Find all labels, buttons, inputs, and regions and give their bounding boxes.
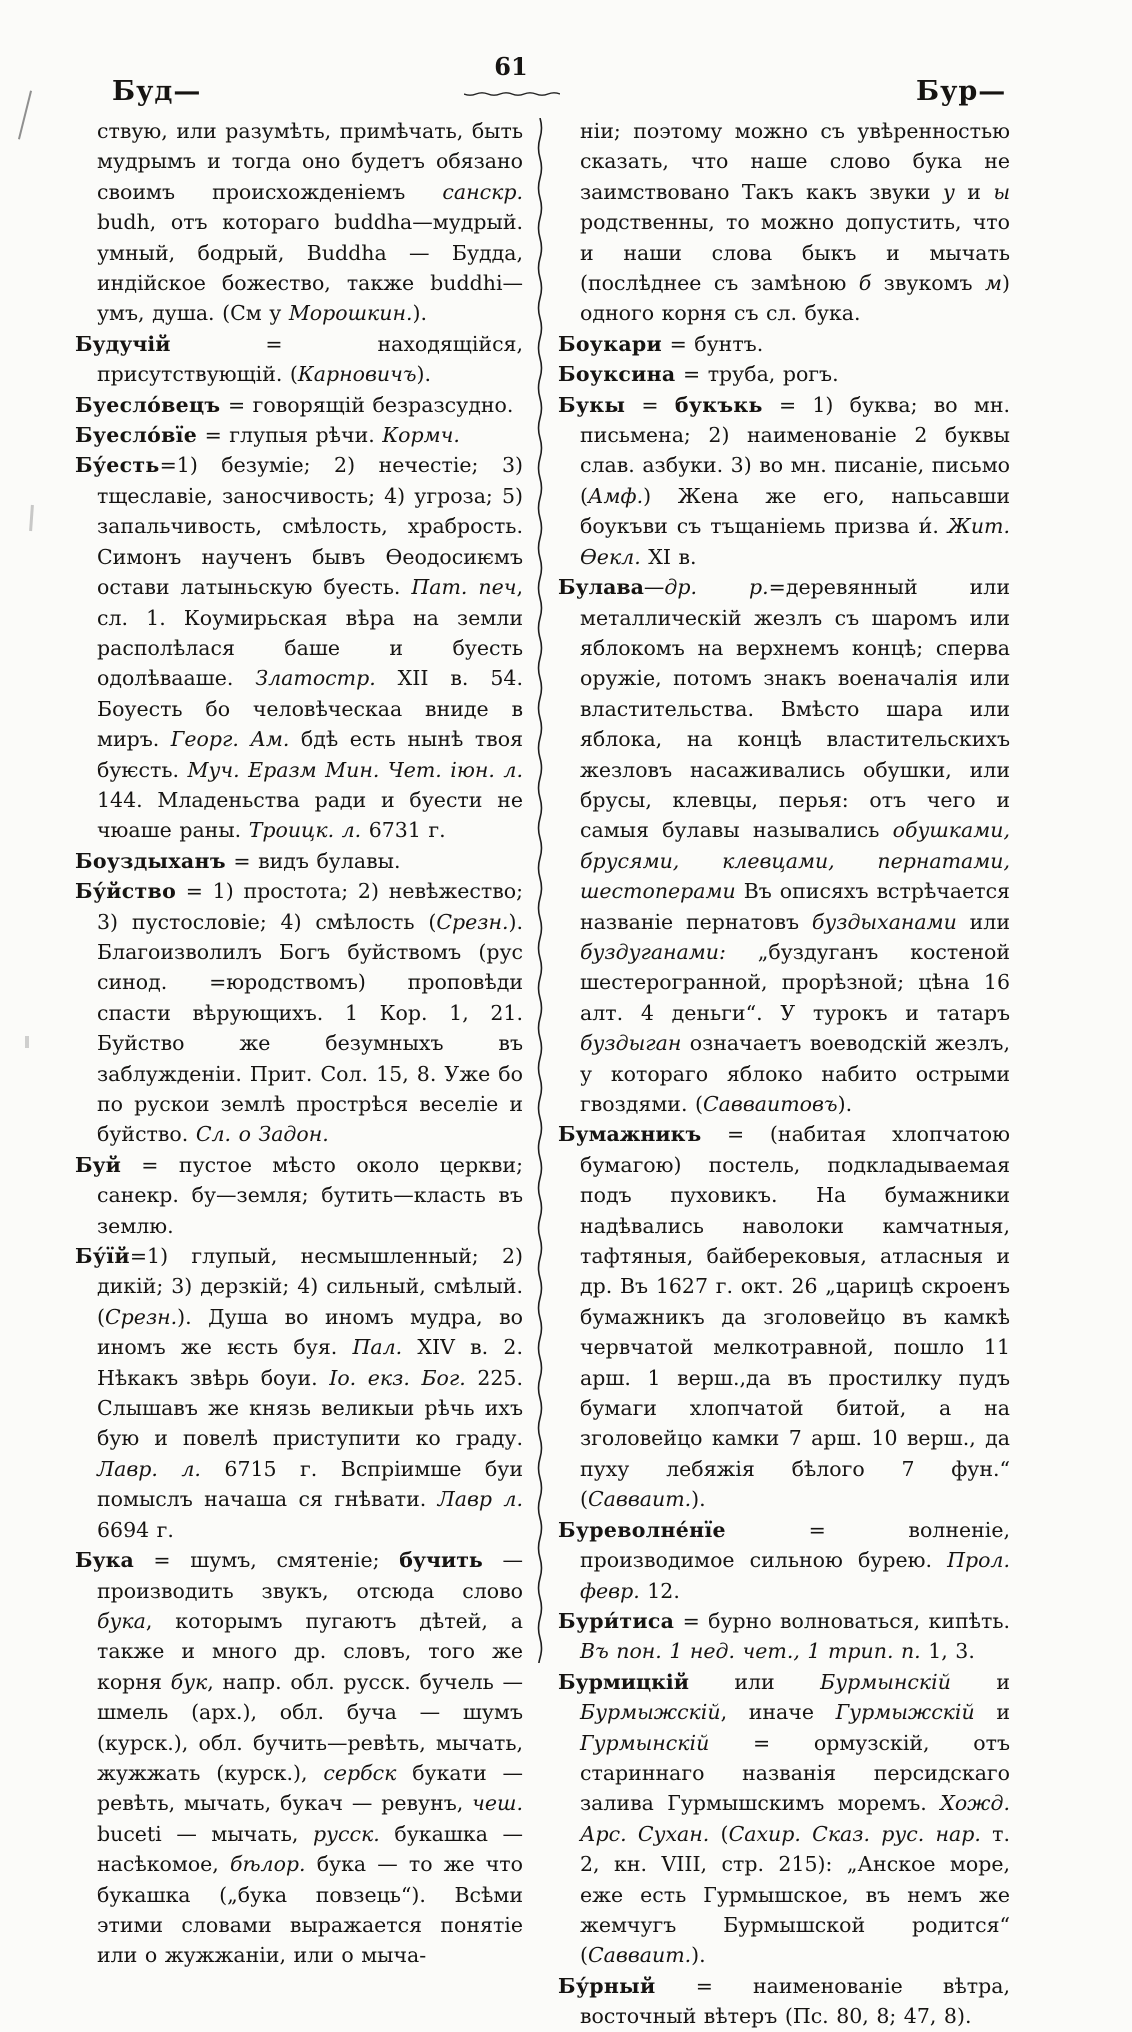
entry-headword: Бука <box>75 1548 134 1573</box>
dictionary-entry <box>558 1667 1010 1971</box>
entry-text: бдѣ есть нынѣ твоя буѥсть. <box>97 727 523 782</box>
entry-text: Лавр л. <box>437 1487 523 1512</box>
entry-headword: Бу́йство <box>75 879 177 904</box>
entry-text: т. 2, кн. VIII, стр. 215): „Анское море, еже есть Гурмышское, въ немъ же жемчугъ Бурмышской родится“ ( <box>580 1821 1011 1968</box>
entry-text: буздуганами: <box>580 939 726 964</box>
entry-text: Бурмыжскій <box>580 1700 721 1725</box>
entry-text: ( <box>709 1821 729 1846</box>
entry-text: , иначе <box>720 1700 836 1725</box>
entry-text: и <box>954 179 994 204</box>
entry-text: Амф. <box>588 483 644 508</box>
scan-artifact <box>18 91 32 140</box>
entry-text: , сл. 1. Коумирьская вѣра на земли располѣлася баше и буесть одолѣвааше. <box>97 575 523 691</box>
entry-text: Савваит. <box>588 1487 692 1512</box>
entry-text: ) Жена же его, напьсавши боукъви съ тъщаніемь призва и́. <box>580 483 1010 539</box>
entry-text: XI в. <box>640 544 697 569</box>
entry-text: означаетъ воеводскій жезлъ, у котораго яблоко набито острыми гвоздями. ( <box>580 1031 1010 1116</box>
entry-text: = видъ булавы. <box>225 848 401 873</box>
entry-text: звукомъ <box>871 271 985 296</box>
entry-headword: Бу́їй <box>75 1244 130 1269</box>
entry-headword: Букы <box>558 392 626 417</box>
entry-text: 12. <box>639 1578 680 1603</box>
entry-text: = <box>625 392 675 417</box>
entry-text: = 1) буква; во мн. письмена; 2) наименованіе 2 буквы слав. азбуки. 3) во мн. писаніе, письмо ( <box>580 392 1010 508</box>
entry-text: Гурмынскій <box>580 1730 710 1755</box>
entry-headword: Боукари <box>558 331 663 356</box>
entry-text: буздыханами <box>811 909 957 934</box>
entry-text: Хожд. Арс. Сухан. <box>580 1791 1010 1846</box>
entry-headword: Булава <box>558 575 644 600</box>
entry-text: Іо. екз. Бог. <box>329 1365 466 1390</box>
entry-text: 6731 г. <box>361 818 446 843</box>
entry-headword: Будучій <box>75 331 171 356</box>
entry-headword: Буреволне́нїе <box>558 1517 726 1542</box>
entry-text: Прол. февр. <box>580 1548 1010 1603</box>
right-column <box>558 116 1010 2032</box>
entry-text: Савваит. <box>588 1943 692 1968</box>
entry-text: = пустое мѣсто около церкви; санекр. бу—земля; бутить—класть въ землю. <box>97 1152 523 1238</box>
entry-text: — производить звукъ, отсюда слово <box>97 1548 523 1603</box>
entry-text: букашка — насѣкомое, <box>97 1821 523 1877</box>
entry-text: budh, отъ котораго buddha—мудрый. умный, бодрый, Buddha — Будда, индійское божество, также buddhi—умъ, душа. (См у <box>97 210 523 326</box>
dictionary-entry <box>558 1971 1010 2032</box>
running-head-left: Буд— <box>112 76 202 107</box>
entry-text: Гурмыжскій <box>835 1700 975 1725</box>
entry-text: = труба, рогъ. <box>675 362 839 387</box>
entry-text: Лавр. л. <box>97 1456 201 1481</box>
entry-text: ). <box>416 362 432 387</box>
entry-text: , которымъ пугаютъ дѣтей, а также и много др. словъ, того же корня <box>97 1608 523 1694</box>
entry-text: = (набитая хлопчатою бумагою) постель, подкладываемая подъ пуховикъ. На бумажники надѣвались наволоки камчатныя, тафтяныя, байберековыя, атласныя и др. Въ 1627 г. окт. 26 „царицѣ скроенъ бумажникъ да зголовейцо въ камкѣ червчатой мелкотравной, пошло 11 арш. 1 верш.,да въ простилку пудъ бумаги хлопчатой битой, а на зголовейцо камки 7 арш. 10 верш., да пуху лебяжія бѣлого 7 фун.“ ( <box>580 1122 1010 1512</box>
entry-text: Срезн. <box>436 909 509 934</box>
entry-text: Сахир. Сказ. рус. нар. <box>728 1821 981 1846</box>
dictionary-entry <box>558 1606 1010 1667</box>
entry-text: Кормч. <box>382 423 460 448</box>
entry-text: XIV в. 2. Нѣкакъ звѣрь боуи. <box>97 1335 523 1390</box>
entry-headword: Бурмицкій <box>558 1669 689 1694</box>
entry-text: ы <box>993 179 1011 204</box>
entry-text: букати — ревѣть, мычать, букач — ревунъ, <box>97 1760 523 1816</box>
entry-text: Въ описяхъ встрѣчается названіе пернатовъ <box>580 879 1010 934</box>
entry-text: Савваитовъ <box>703 1092 838 1116</box>
entry-headword: Буй <box>75 1152 121 1177</box>
column-divider <box>534 118 546 1663</box>
dictionary-entry <box>75 1545 523 1971</box>
dictionary-entry <box>558 359 1010 389</box>
dictionary-entry <box>558 1515 1010 1606</box>
entry-text: =1) безуміе; 2) нечестіе; 3) тщеславіе, заносчивость; 4) угроза; 5) запальчивость, смѣлость, храбрость. Симонъ наученъ бывъ Ѳеодосиѥмъ остави латыньскую буесть. <box>97 453 523 600</box>
entry-text: XII в. 54. Боуесть бо человѣческаа вниде в миръ. <box>97 666 523 752</box>
entry-text: buceti — мычать, <box>97 1821 314 1846</box>
entry-headword: бучить <box>399 1548 483 1573</box>
entry-headword: Боуздыханъ <box>75 848 226 873</box>
entry-text: 6694 г. <box>97 1517 174 1542</box>
entry-text: бѣлор. <box>229 1852 306 1877</box>
entry-headword: Бу́есть <box>75 453 160 478</box>
entry-text: = бунтъ. <box>662 331 764 356</box>
entry-text: = ормузскій, отъ стариннаго названія персидскаго залива Гурмышскимъ моремъ. <box>580 1730 1010 1816</box>
entry-text: Въ пон. 1 нед. чет., 1 трип. п. <box>580 1639 921 1664</box>
entry-headword: Бумажникъ <box>558 1122 702 1147</box>
entry-text: = находящійся, присутствующій. ( <box>97 331 523 387</box>
entry-text: ствую, или разумѣть, примѣчать, быть мудрымъ и тогда оно будетъ обязано своимъ происхожденіемъ <box>97 119 523 204</box>
entry-headword: букъкь <box>674 392 763 417</box>
entry-text: бука <box>97 1608 146 1633</box>
entry-text: ). Благоизволилъ Богъ буйствомъ (рус синод. =юродствомъ) проповѣди спасти вѣрующихъ. 1 Кор. 1, 21. Буйство же безумныхъ въ заблужденіи. Прит. Сол. 15, 8. Уже бо по рускои землѣ прострѣся веселіе и буйство. <box>97 909 523 1147</box>
entry-text: и <box>950 1669 1010 1694</box>
dictionary-entry <box>75 1241 523 1545</box>
entry-text: и <box>974 1700 1010 1725</box>
dictionary-entry <box>558 390 1010 572</box>
entry-text: = волненіе, производимое сильною бурею. <box>580 1517 1010 1573</box>
entry-text: ) одного корня съ сл. бука. <box>580 271 1010 326</box>
entry-text: = бурно волноваться, кипѣть. <box>674 1608 1010 1633</box>
entry-text: б <box>858 271 872 296</box>
entry-text: „буздуганъ костеной шестерогранной, прорѣзной; цѣна 16 алт. 4 деньги“. У турокъ и татаръ <box>580 939 1010 1025</box>
entry-text: =деревянный или металлическій жезлъ съ шаромъ или яблокомъ на верхнемъ концѣ; сперва оружіе, потомъ знакъ военачалія или властительства. Вмѣсто шара или яблока, на концѣ властительскихъ жезловъ насаживались обушки, или брусы, клевцы, перья: отъ чего и самыя булавы назывались <box>580 575 1010 843</box>
entry-text: 225. Слышавъ же князь великыи рѣчь ихъ бую и повелѣ приступити ко граду. <box>97 1365 523 1451</box>
entry-text: ). <box>691 1487 706 1512</box>
entry-text: Сл. о Задон. <box>195 1122 329 1147</box>
dictionary-entry <box>75 846 523 876</box>
page-number: 61 <box>494 52 528 81</box>
dictionary-entry <box>75 116 523 329</box>
entry-text: Георг. Ам. <box>170 727 290 752</box>
entry-text: др. р. <box>664 575 769 600</box>
page-number-underline <box>464 88 560 100</box>
entry-text: сербск <box>323 1760 397 1785</box>
entry-text: чеш. <box>472 1791 523 1816</box>
left-column <box>75 116 523 1971</box>
dictionary-entry <box>75 329 523 390</box>
dictionary-entry <box>75 876 523 1150</box>
dictionary-entry <box>558 329 1010 359</box>
dictionary-entry <box>75 1150 523 1241</box>
entry-text: 6715 г. Вспріимше буи помыслъ начаша ся гнѣвати. <box>97 1456 523 1512</box>
entry-text: или <box>688 1669 821 1694</box>
entry-text: = 1) простота; 2) невѣжество; 3) пустословіе; 4) смѣлость ( <box>97 879 523 934</box>
running-head-right: Бур— <box>916 76 1007 107</box>
entry-headword: Буесло́вїе <box>75 423 198 448</box>
entry-text: Жит. Ѳекл. <box>580 514 1010 569</box>
entry-text: = говорящій безразсудно. <box>220 392 514 417</box>
entry-text: ). Душа во иномъ мудра, во иномъ же ѥсть буя. <box>97 1304 523 1360</box>
entry-text: =1) глупый, несмышленный; 2) дикій; 3) дерзкій; 4) сильный, смѣлый. ( <box>97 1244 523 1329</box>
dictionary-entry <box>558 572 1010 1119</box>
entry-text: Морошкин. <box>288 301 413 326</box>
dictionary-entry <box>558 1119 1010 1514</box>
entry-text: = наименованіе вѣтра, восточный вѣтеръ (Пс. 80, 8; 47, 8). <box>580 1973 1010 2029</box>
entry-text: = шумъ, смятеніе; <box>133 1548 400 1573</box>
entry-text: бук <box>170 1669 208 1694</box>
entry-text: 1, 3. <box>920 1639 975 1664</box>
entry-text: = глупыя рѣчи. <box>197 423 383 448</box>
entry-text: , напр. обл. русск. бучель — шмель (арх.), обл. буча — шумъ (курск.), обл. бучить—ревѣть, мычать, жужжать (курск.), <box>97 1669 523 1785</box>
dictionary-entry <box>75 420 523 450</box>
entry-headword: Бу́рный <box>558 1973 656 1998</box>
entry-text: Пал. <box>352 1335 403 1360</box>
entry-text: Бурмынскій <box>820 1669 951 1694</box>
entry-text: ). <box>837 1092 853 1116</box>
entry-text: 144. Младеньства ради и буести не чюаше раны. <box>97 787 523 843</box>
entry-text: ). <box>691 1943 706 1968</box>
entry-text: буздыган <box>580 1031 682 1056</box>
entry-text: обушками, брусями, клевцами, пернатами, шестоперами <box>580 818 1010 904</box>
entry-text: — <box>643 575 665 600</box>
entry-text: Карновичъ <box>297 362 417 387</box>
entry-text: у <box>942 179 955 204</box>
entry-text: Пат. печ <box>411 575 517 600</box>
entry-text: Троицк. л. <box>248 818 362 843</box>
entry-text: или <box>956 909 1010 934</box>
entry-text: ). <box>412 301 428 326</box>
entry-text: родственны, то можно допустить, что и наши слова быкъ и мычать (послѣднее съ замѣною <box>580 210 1010 296</box>
entry-text: Муч. Еразм Мин. Чет. іюн. л. <box>187 757 523 782</box>
entry-text: русск. <box>313 1821 380 1846</box>
entry-text: бука — то же что букашка („бука повзець“). Всѣми этими словами выражается понятіе или о жужжаніи, или о мыча- <box>97 1852 523 1968</box>
entry-text: санскр. <box>442 179 523 204</box>
entry-text: ніи; поэтому можно съ увѣренностью сказать, что наше слово бука не заимствовано Такъ какъ звуки <box>580 119 1010 204</box>
dictionary-entry <box>75 390 523 420</box>
entry-text: Златостр. <box>255 666 376 691</box>
entry-headword: Буесло́вецъ <box>75 392 221 417</box>
dictionary-entry <box>75 450 523 845</box>
dictionary-entry <box>558 116 1010 329</box>
scan-artifact <box>29 505 34 531</box>
entry-text: Срезн. <box>105 1304 178 1329</box>
entry-headword: Боуксина <box>558 362 676 387</box>
scan-artifact <box>25 1036 29 1048</box>
entry-headword: Бури́тиса <box>558 1608 675 1633</box>
entry-text: м <box>985 271 1002 296</box>
